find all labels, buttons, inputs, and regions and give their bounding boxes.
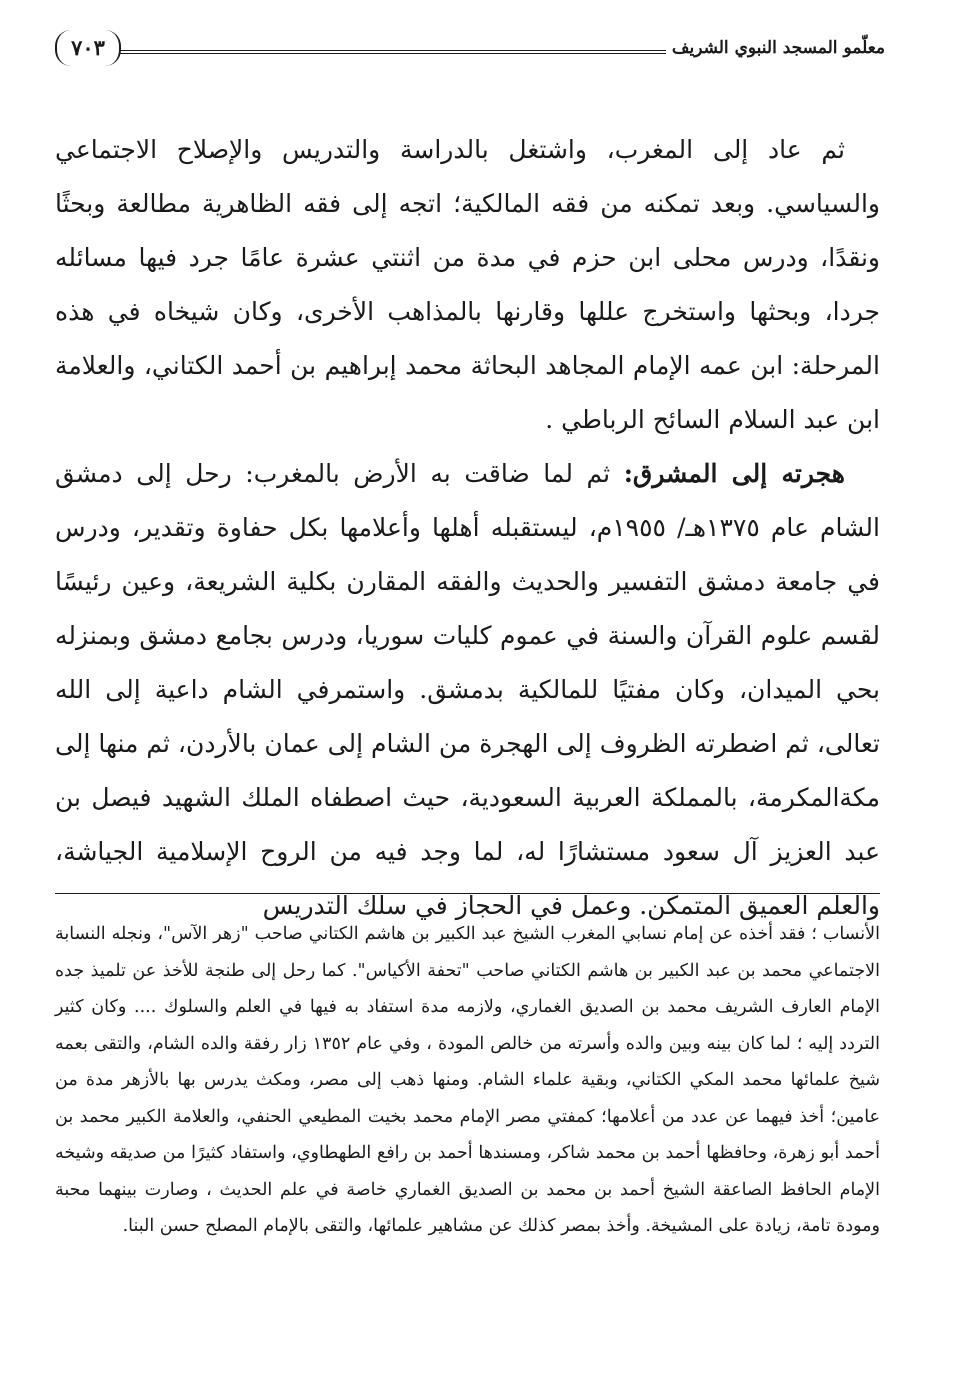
footnote-text: الأنساب ؛ فقد أخذه عن إمام نسابي المغرب الشيخ عبد الكبير بن هاشم الكتاني صاحب "زهر الآس"، ونجله النسابة الاجتماعي محمد بن عبد الكبير بن هاشم الكتاني صاحب "تحفة الأكياس". كما رحل إلى طنجة للأخذ عن تلميذ جده الإمام العارف الشريف محمد بن الصديق الغماري، ولازمه مدة استفاد به فيها في العلم والسلوك .... وكان كثير التردد إليه ؛ لما كان بينه وبين والده وأسرته من خالص المودة ، وفي عام ١٣٥٢ زار رفقة والده الشام، والتقى بعمه شيخ علمائها محمد المكي الكتاني، وبقية علماء الشام. ومنها ذهب إلى مصر، ومكث يدرس بها بالأزهر مدة من عامين؛ أخذ فيهما عن عدد من أعلامها؛ كمفتي مصر الإمام محمد بخيت المطيعي الحنفي، والعلامة الكبير محمد بن أحمد أبو زهرة، وحافظها أحمد بن محمد شاكر، ومسندها أحمد بن رافع الطهطاوي، واستفاد كثيرًا من صديقه وشيخه الإمام الحافظ الصاعقة الشيخ أحمد بن محمد بن الصديق الغماري خاصة في علم الحديث ، وصارت بينهما محبة ومودة تامة، زيادة على المشيخة. وأخذ بمصر كذلك عن مشاهير علمائها، والتقى بالإمام المصلح حسن البنا. bbox=[55, 924, 880, 1236]
footnote-separator bbox=[55, 893, 880, 894]
paragraph-migration-body: ثم لما ضاقت به الأرض بالمغرب: رحل إلى دمشق الشام عام ١٣٧٥هـ/ ١٩٥٥م، ليستقبله أهلها وأعلامها بكل حفاوة وتقدير، ودرس في جامعة دمشق التفسير والحديث والفقه المقارن بكلية الشريعة، وعين رئيسًا لقسم علوم القرآن والسنة في عموم كليات سوريا، ودرس بجامع دمشق وبمنزله بحي الميدان، وكان مفتيًا للمالكية بدمشق. واستمرفي الشام داعية إلى الله تعالى، ثم اضطرته الظروف إلى الهجرة من الشام إلى عمان بالأردن، ثم منها إلى مكةالمكرمة، بالمملكة العربية السعودية، حيث اصطفاه الملك الشهيد فيصل بن عبد العزيز آل سعود مستشارًا له، لما وجد فيه من الروح الإسلامية الجياشة، والعلم العميق المتمكن. وعمل في الحجاز في سلك التدريس bbox=[55, 459, 880, 920]
main-text bbox=[55, 123, 880, 933]
section-heading-migration: هجرته إلى المشرق: bbox=[623, 459, 845, 488]
paragraph-migration-east bbox=[55, 447, 880, 933]
running-header bbox=[55, 30, 885, 70]
page-number: ٧٠٣ bbox=[55, 30, 121, 66]
footnote bbox=[55, 916, 880, 1245]
paragraph-return-to-morocco: ثم عاد إلى المغرب، واشتغل بالدراسة والتدريس والإصلاح الاجتماعي والسياسي. وبعد تمكنه من فقه المالكية؛ اتجه إلى فقه الظاهرية مطالعة وبحثًا ونقدًا، ودرس محلى ابن حزم في مدة من اثنتي عشرة عامًا جرد فيها مسائله جردا، وبحثها واستخرج عللها وقارنها بالمذاهب الأخرى، وكان شيخاه في هذه المرحلة: ابن عمه الإمام المجاهد البحاثة محمد إبراهيم بن أحمد الكتاني، والعلامة ابن عبد السلام السائح الرباطي . bbox=[55, 135, 880, 434]
header-title: معلّمو المسجد النبوي الشريف bbox=[666, 34, 885, 62]
